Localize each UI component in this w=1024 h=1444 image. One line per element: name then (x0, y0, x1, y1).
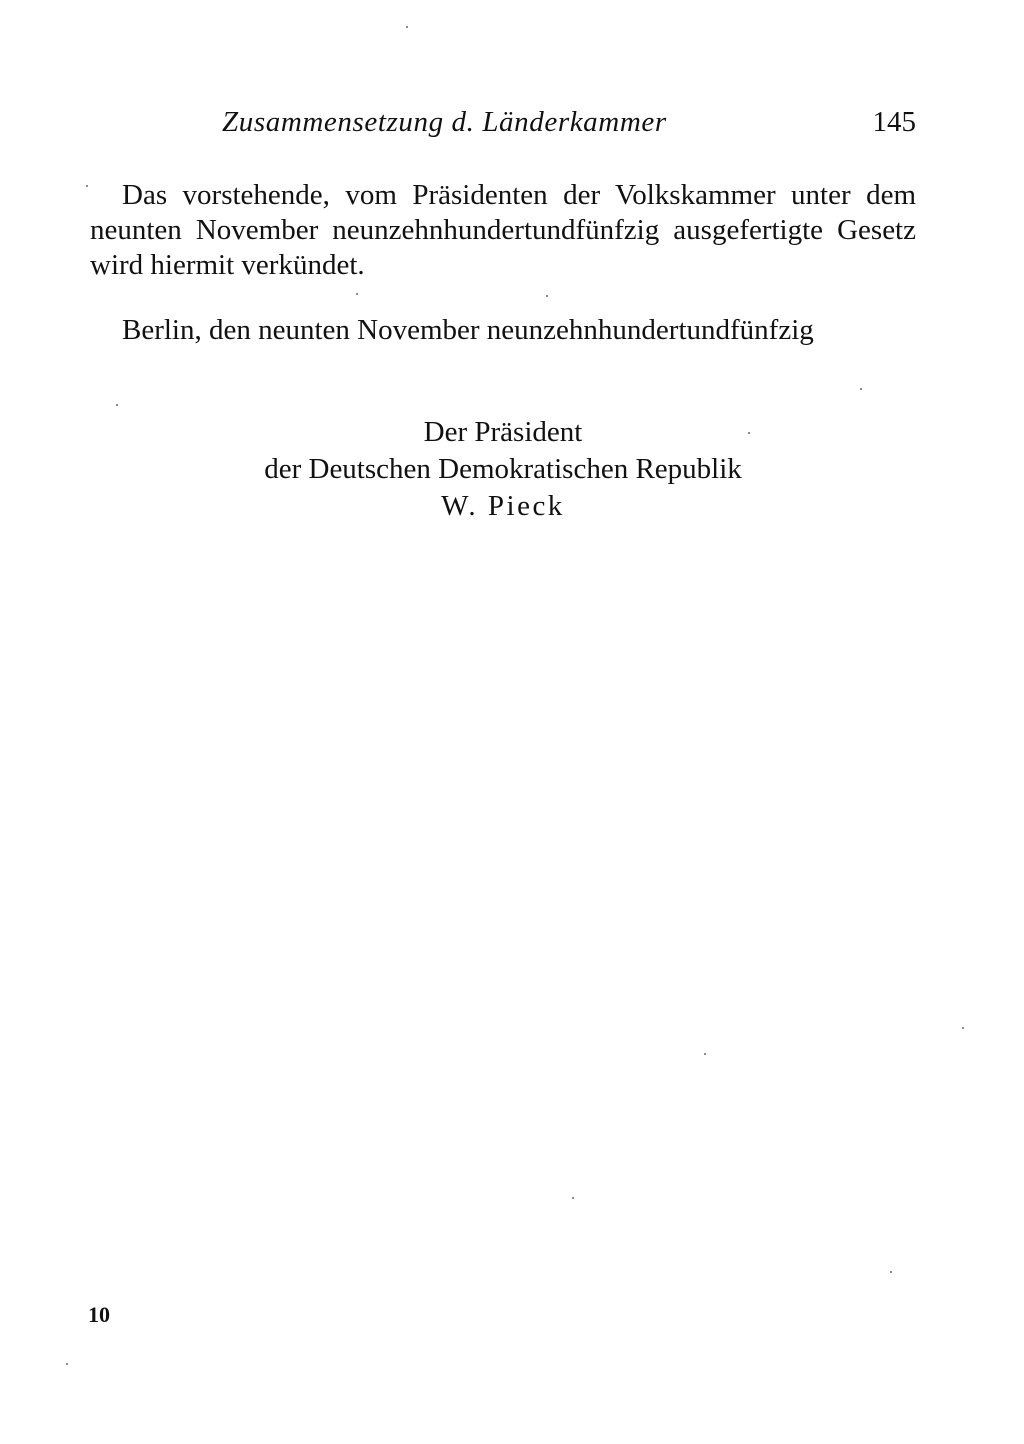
scan-speck (962, 1027, 964, 1029)
signature-title: Der Präsident (423, 416, 583, 448)
scan-speck (572, 1197, 574, 1199)
paragraph-place-date: Berlin, den neunten November neunzehnhundertundfünfzig (122, 314, 814, 346)
scan-speck (66, 1363, 68, 1365)
scan-speck (860, 388, 862, 390)
scan-speck (406, 26, 408, 28)
page-number: 145 (872, 106, 916, 138)
running-head (90, 106, 916, 146)
sheet-signature-mark: 10 (88, 1302, 110, 1327)
scan-speck (704, 1053, 706, 1055)
paragraph-promulgation: Das vorstehende, vom Präsidenten der Volkskammer unter dem neunten November neunzehnhundertundfünfzig ausgefertigte Gesetz wird hiermit verkündet. (90, 179, 916, 281)
signature-block (90, 414, 916, 525)
scan-speck (546, 295, 548, 297)
scan-speck (86, 185, 88, 187)
signature-name: W. Pieck (441, 490, 565, 522)
scan-speck (356, 293, 358, 295)
signature-office: der Deutschen Demokratischen Republik (264, 453, 742, 485)
scan-speck (890, 1271, 892, 1273)
scan-speck (116, 404, 118, 406)
running-title: Zusammensetzung d. Länderkammer (222, 106, 667, 138)
scan-speck (748, 432, 750, 434)
